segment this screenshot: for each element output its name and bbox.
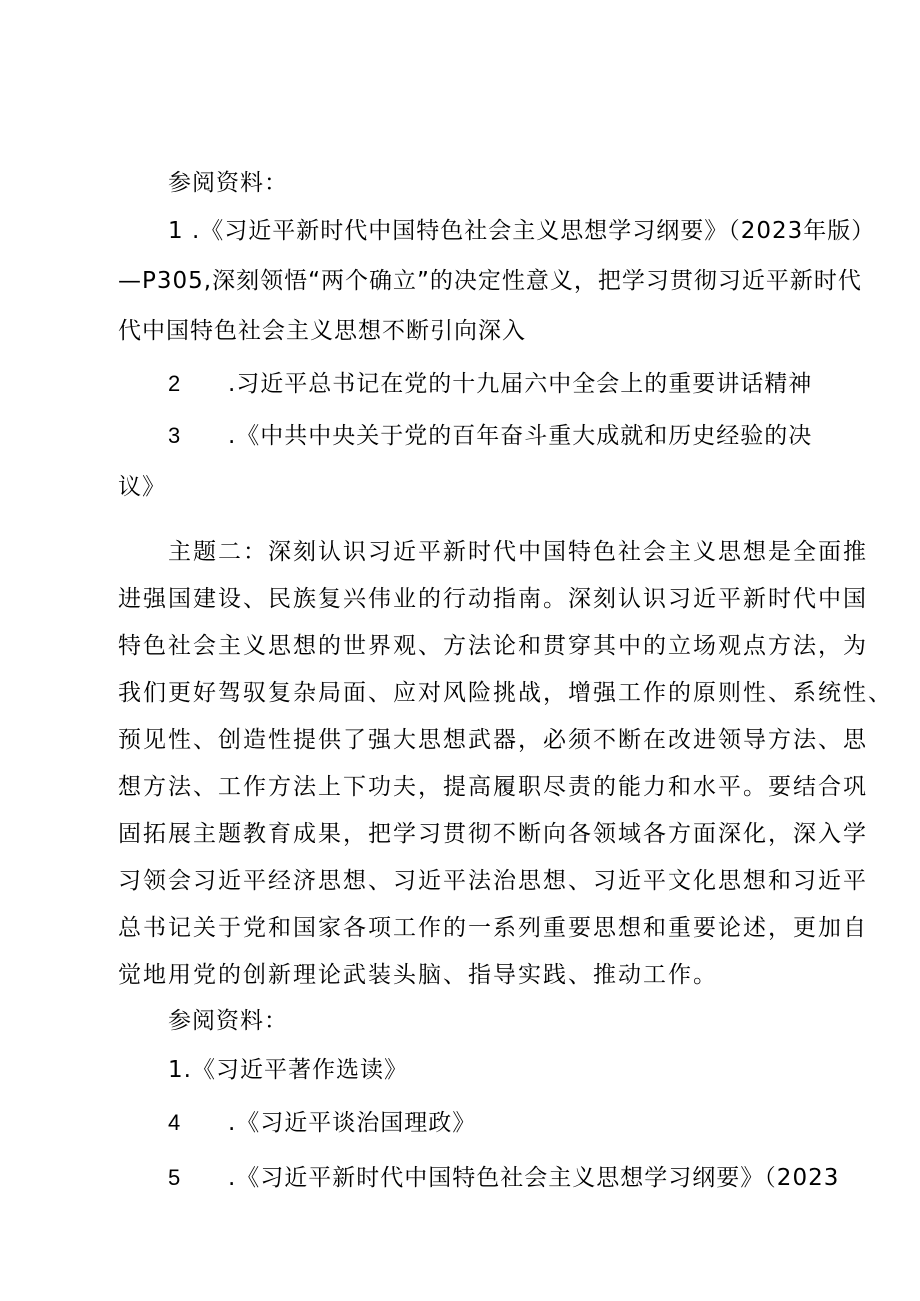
- paragraph-line: 固拓展主题教育成果，把学习贯彻不断向各领域各方面深化，深入学: [118, 821, 868, 847]
- reference-item-5-text: .《习近平新时代中国特色社会主义思想学习纲要》（2023: [228, 1165, 840, 1191]
- reference-heading: 参阅资料：: [168, 170, 288, 196]
- reference-item-3-text: .《中共中央关于党的百年奋斗重大成就和历史经验的决: [228, 423, 813, 449]
- reference-item-4-number: 4: [168, 1110, 181, 1135]
- paragraph-line: 主题二：深刻认识习近平新时代中国特色社会主义思想是全面推: [168, 539, 868, 565]
- paragraph-line: 习领会习近平经济思想、习近平法治思想、习近平文化思想和习近平: [118, 868, 868, 894]
- paragraph-line: 预见性、创造性提供了强大思想武器，必须不断在改进领导方法、思: [118, 727, 868, 753]
- paragraph-line: 特色社会主义思想的世界观、方法论和贯穿其中的立场观点方法，为: [118, 633, 868, 659]
- paragraph-line: 想方法、工作方法上下功夫，提高履职尽责的能力和水平。要结合巩: [118, 774, 868, 800]
- reference-item-1-line-2: —P305,深刻领悟“两个确立”的决定性意义，把学习贯彻习近平新时代: [118, 268, 862, 294]
- paragraph-line: 进强国建设、民族复兴伟业的行动指南。深刻认识习近平新时代中国: [118, 586, 868, 612]
- paragraph-line: 总书记关于党和国家各项工作的一系列重要思想和重要论述，更加自: [118, 915, 868, 941]
- reference-item-3-number: 3: [168, 423, 181, 448]
- reference-item-2-number: 2: [168, 371, 181, 396]
- reference-item-4-text: .《习近平谈治国理政》: [228, 1110, 477, 1136]
- reference-item-1-line-3: 代中国特色社会主义思想不断引向深入: [118, 318, 526, 344]
- reference-item-5-number: 5: [168, 1165, 181, 1190]
- reference-heading-2: 参阅资料：: [168, 1008, 288, 1034]
- paragraph-line: 我们更好驾驭复杂局面、应对风险挑战，增强工作的原则性、系统性、: [118, 680, 893, 706]
- reference-item-1-line-1: 1 .《习近平新时代中国特色社会主义思想学习纲要》（2023年版）: [168, 218, 876, 244]
- reference-item-2-text: .习近平总书记在党的十九届六中全会上的重要讲话精神: [228, 371, 813, 397]
- paragraph-line: 觉地用党的创新理论武装头脑、指导实践、推动工作。: [118, 962, 718, 988]
- reference-item-3-continuation: 议》: [118, 474, 166, 500]
- reference-item-1b: 1.《习近平著作选读》: [168, 1057, 408, 1083]
